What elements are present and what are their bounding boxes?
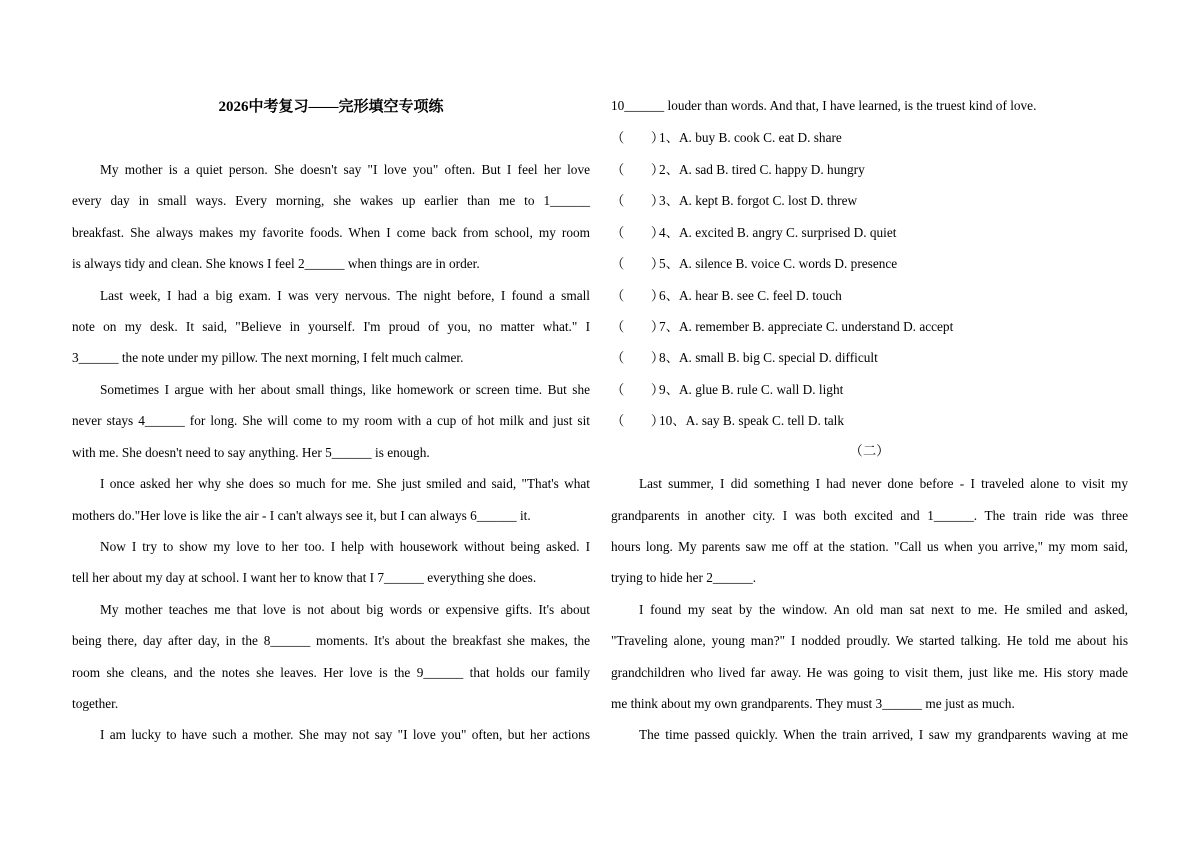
passage-line: note on my desk. It said, "Believe in yourself. I'm proud of you, no matter what." I (72, 319, 590, 334)
passage-line: "Traveling alone, young man?" I nodded proudly. We started talking. He told me about his (611, 633, 1128, 648)
option-row (611, 254, 897, 274)
option-text: 3、A. kept B. forgot C. lost D. threw (659, 193, 858, 208)
passage-line: being there, day after day, in the 8______ moments. It's about the breakfast she makes, the (72, 633, 590, 648)
option-row (611, 348, 878, 368)
answer-paren: （ ） (611, 413, 665, 428)
option-row (611, 160, 865, 180)
passage-line: Now I try to show my love to her too. I help with housework without being asked. I (100, 539, 590, 554)
option-text: 1、A. buy B. cook C. eat D. share (659, 130, 842, 145)
passage-line: together. (72, 696, 119, 711)
option-row (611, 223, 896, 243)
option-row (611, 380, 843, 400)
option-text: 4、A. excited B. angry C. surprised D. quiet (659, 225, 897, 240)
passage-line: breakfast. She always makes my favorite foods. When I come back from school, my room (72, 225, 590, 240)
passage-line: My mother is a quiet person. She doesn't say "I love you" often. But I feel her love (100, 162, 590, 177)
passage-line: grandparents in another city. I was both excited and 1______. The train ride was three (611, 508, 1128, 523)
passage-line: I found my seat by the window. An old man sat next to me. He smiled and asked, (639, 602, 1128, 617)
option-row (611, 191, 857, 211)
passage-line: hours long. My parents saw me off at the station. "Call us when you arrive," my mom said, (611, 539, 1128, 554)
passage-line: every day in small ways. Every morning, she wakes up earlier than me to 1______ (72, 193, 590, 208)
option-text: 7、A. remember B. appreciate C. understand D. accept (659, 319, 954, 334)
answer-paren: （ ） (611, 350, 665, 365)
passage-line: Sometimes I argue with her about small things, like homework or screen time. But she (100, 382, 590, 397)
passage-line: room she cleans, and the notes she leaves. Her love is the 9______ that holds our family (72, 665, 590, 680)
passage-line: Last week, I had a big exam. I was very nervous. The night before, I found a small (100, 288, 590, 303)
passage-line: with me. She doesn't need to say anything. Her 5______ is enough. (72, 445, 430, 460)
option-row (611, 317, 953, 337)
passage-line: I am lucky to have such a mother. She may not say "I love you" often, but her actions (100, 727, 590, 742)
passage-line: My mother teaches me that love is not about big words or expensive gifts. It's about (100, 602, 590, 617)
passage-line: I once asked her why she does so much for me. She just smiled and said, "That's what (100, 476, 590, 491)
passage-line: is always tidy and clean. She knows I feel 2______ when things are in order. (72, 256, 480, 271)
option-text: 5、A. silence B. voice C. words D. presence (659, 256, 898, 271)
passage-line: 10______ louder than words. And that, I have learned, is the truest kind of love. (611, 98, 1037, 113)
answer-paren: （ ） (611, 319, 665, 334)
option-text: 8、A. small B. big C. special D. difficult (659, 350, 878, 365)
passage-line: 3______ the note under my pillow. The next morning, I felt much calmer. (72, 350, 464, 365)
answer-paren: （ ） (611, 382, 665, 397)
answer-paren: （ ） (611, 130, 665, 145)
passage-line: tell her about my day at school. I want her to know that I 7______ everything she does. (72, 570, 537, 585)
passage-line: grandchildren who lived far away. He was going to visit them, just like me. His story made (611, 665, 1128, 680)
answer-paren: （ ） (611, 225, 665, 240)
answer-paren: （ ） (611, 288, 665, 303)
option-row (611, 286, 842, 306)
option-text: 10、A. say B. speak C. tell D. talk (659, 413, 845, 428)
answer-paren: （ ） (611, 162, 665, 177)
passage-line: never stays 4______ for long. She will come to my room with a cup of hot milk and just sit (72, 413, 590, 428)
answer-paren: （ ） (611, 193, 665, 208)
passage-line: me think about my own grandparents. They must 3______ me just as much. (611, 696, 1015, 711)
option-text: 2、A. sad B. tired C. happy D. hungry (659, 162, 865, 177)
section-heading: （二） (849, 443, 890, 458)
page-title: 2026中考复习——完形填空专项练 (218, 99, 444, 115)
option-text: 6、A. hear B. see C. feel D. touch (659, 288, 842, 303)
passage-line: Last summer, I did something I had never done before - I traveled alone to visit my (639, 476, 1128, 491)
passage-line: trying to hide her 2______. (611, 570, 757, 585)
passage-line: mothers do."Her love is like the air - I can't always see it, but I can always 6______ it. (72, 508, 531, 523)
passage-line: The time passed quickly. When the train arrived, I saw my grandparents waving at me (639, 727, 1128, 742)
option-text: 9、A. glue B. rule C. wall D. light (659, 382, 844, 397)
option-row (611, 411, 844, 431)
answer-paren: （ ） (611, 256, 665, 271)
option-row (611, 128, 842, 148)
